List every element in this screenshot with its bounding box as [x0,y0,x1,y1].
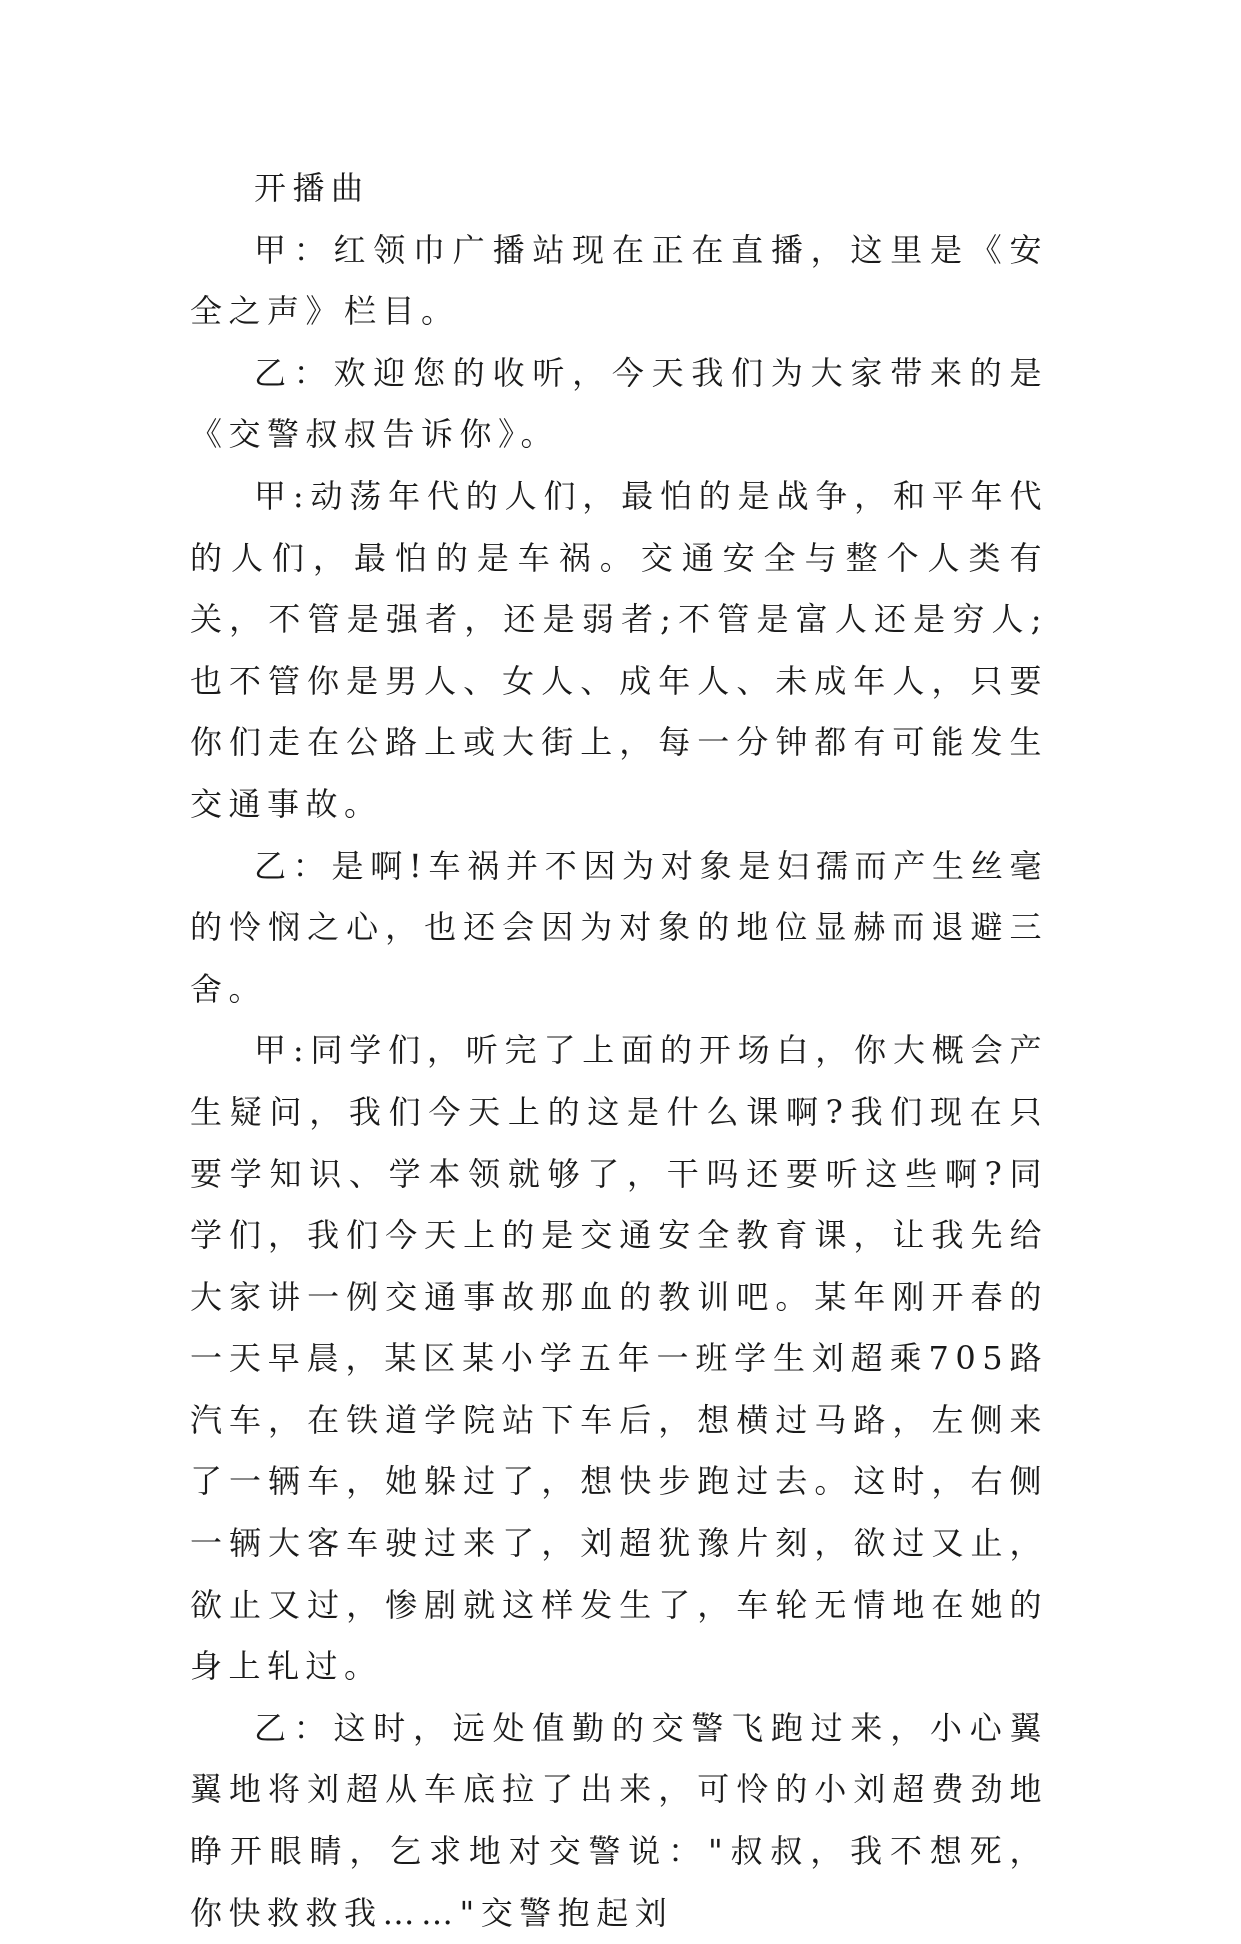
paragraph-jia-traffic-safety: 甲:动荡年代的人们，最怕的是战争，和平年代的人们，最怕的是车祸。交通安全与整个人类有关，不管是强者，还是弱者;不管是富人还是穷人;也不管你是男人、女人、成年人、未成年人，只要你们走在公路上或大街上，每一分钟都有可能发生交通事故。 [190,476,1048,823]
paragraph-opening-music: 开播曲 [254,169,370,207]
document-body [190,158,1048,1944]
paragraph-jia-intro: 甲：红领巾广播站现在正在直播，这里是《安全之声》栏目。 [190,230,1048,331]
paragraph-yi-welcome: 乙：欢迎您的收听，今天我们为大家带来的是《交警叔叔告诉你》。 [190,353,1048,454]
paragraph-jia-story: 甲:同学们，听完了上面的开场白，你大概会产生疑问，我们今天上的这是什么课啊?我们现在只要学知识、学本领就够了，干吗还要听这些啊?同学们，我们今天上的是交通安全教育课，让我先给大家讲一例交通事故那血的教训吧。某年刚开春的一天早晨，某区某小学五年一班学生刘超乘705路汽车，在铁道学院站下车后，想横过马路，左侧来了一辆车，她躲过了，想快步跑过去。这时，右侧一辆大客车驶过来了，刘超犹豫片刻，欲过又止，欲止又过，惨剧就这样发生了，车轮无情地在她的身上轧过。 [190,1031,1048,1686]
paragraph-yi-accidents: 乙：是啊!车祸并不因为对象是妇孺而产生丝毫的怜悯之心，也还会因为对象的地位显赫而退避三舍。 [190,846,1048,1008]
paragraph-yi-police: 乙：这时，远处值勤的交警飞跑过来，小心翼翼地将刘超从车底拉了出来，可怜的小刘超费劲地睁开眼睛，乞求地对交警说："叔叔，我不想死，你快救救我……"交警抱起刘 [190,1708,1048,1932]
